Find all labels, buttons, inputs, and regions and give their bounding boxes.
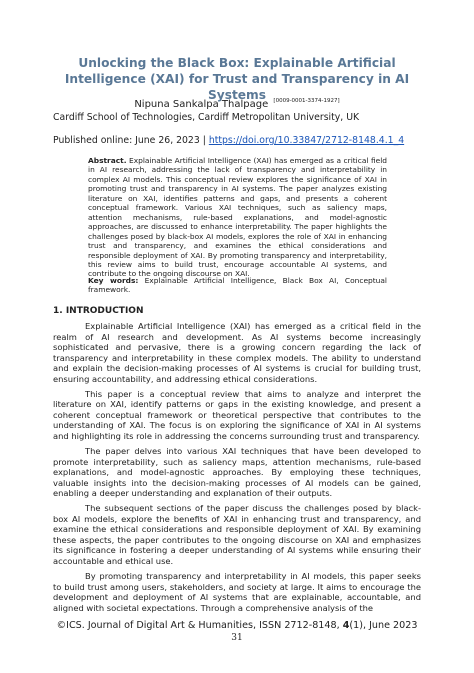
body-paragraph: The subsequent sections of the paper discuss the challenges posed by black-box AI models, explore the benefits of XAI in enhancing trust and transparency, and examine the ethical considerations and responsible deployment of XAI. By examining these aspects, the paper contributes to the ongoing discourse on XAI and emphasizes its significance in fostering a deeper understanding of AI systems while ensuring their accountable and ethical use. [53,503,421,566]
author-line [0,95,474,111]
footer-volume: 4 [342,620,350,631]
body-paragraph: By promoting transparency and interpretability in AI models, this paper seeks to build trust among users, stakeholders, and society at large. It aims to encourage the development and deployment of AI systems that are explainable, accountable, and aligned with societal expectations. Through a comprehensive analysis of the [53,571,421,613]
body-paragraph: Explainable Artificial Intelligence (XAI) has emerged as a critical field in the realm of AI research and development. As AI systems become increasingly sophisticated and pervasive, there is a growing concern regarding the lack of transparency and interpretability in these complex models. The ability to understand and explain the decision-making processes of AI systems is crucial for building trust, ensuring accountability, and addressing ethical considerations. [53,321,421,384]
abstract-label: Abstract. [88,156,127,165]
doi-link[interactable]: https://doi.org/10.33847/2712-8148.4.1_4 [208,135,405,146]
abstract-text: Explainable Artificial Intelligence (XAI) has emerged as a critical field in AI research, addressing the lack of transparency and interpretability in complex AI models. This conceptual review explores the significance of XAI in promoting trust and transparency in AI systems. The paper analyzes existing literature on XAI, identifies patterns and gaps, and presents a coherent conceptual framework. Various XAI techniques, such as saliency maps, attention mechanisms, rule-based explanations, and model-agnostic approaches, are discussed to enhance interpretability. The paper highlights the challenges posed by black-box AI models, explores the role of XAI in enhancing trust and transparency, and examines the ethical considerations and responsible deployment of XAI. By promoting transparency and interpretability, this review aims to build trust, encourage accountable AI systems, and contribute to the ongoing discourse on XAI. [88,156,387,279]
body-paragraph: This paper is a conceptual review that aims to analyze and interpret the literature on XAI, identify patterns or gaps in the existing knowledge, and present a coherent conceptual framework or theoretical perspective that contributes to the understanding of XAI. The focus is on exploring the significance of XAI in AI systems and highlighting its role in addressing the concerns surrounding trust and transparency. [53,388,421,441]
abstract [88,156,387,279]
body-paragraph: The paper delves into various XAI techniques that have been developed to promote interpretability, such as saliency maps, attention mechanisms, rule-based explanations, and model-agnostic approaches. By employing these techniques, valuable insights into the decision-making processes of AI models can be gained, enabling a deeper understanding and explanation of their outputs. [53,446,421,499]
paper-title: Unlocking the Black Box: Explainable Artificial Intelligence (XAI) for Trust and Transparency in AI Systems [64,56,410,102]
journal-footer [0,620,474,632]
author-orcid: [0009-0001-3374-1927] [273,98,340,104]
publication-info [53,135,404,146]
footer-prefix: ©ICS. Journal of Digital Art & Humanities, ISSN 2712-8148, [56,620,343,631]
body-text [53,321,421,618]
footer-suffix: (1), June 2023 [349,620,418,631]
keywords [88,276,387,295]
published-date: Published online: June 26, 2023 | [53,135,206,146]
section-heading: 1. INTRODUCTION [53,306,144,316]
author-name: Nipuna Sankalpa Thalpage [134,99,269,110]
keywords-label: Key words: [88,276,139,285]
page-number: 31 [231,633,243,643]
affiliation: Cardiff School of Technologies, Cardiff Metropolitan University, UK [53,112,360,123]
keywords-text: Explainable Artificial Intelligence, Black Box AI, Conceptual framework. [88,276,387,295]
